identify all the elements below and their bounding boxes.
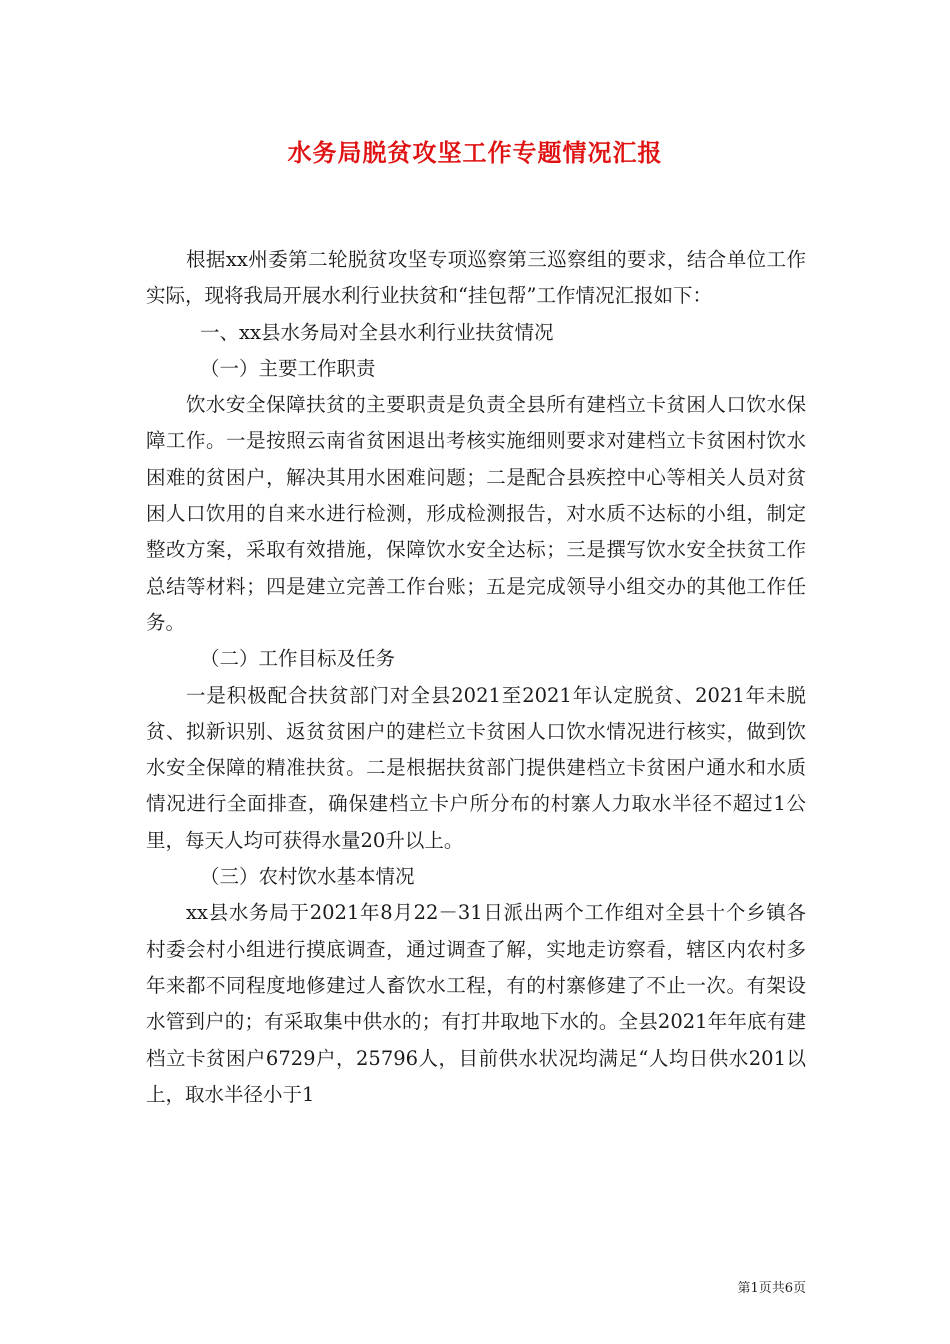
intro-paragraph: 根据xx州委第二轮脱贫攻坚专项巡察第三巡察组的要求，结合单位工作实际，现将我局开展水利行业扶贫和“挂包帮”工作情况汇报如下： [146, 248, 806, 308]
subsection-paragraph-3: xx县水务局于2021年8月22－31日派出两个工作组对全县十个乡镇各村委会村小组进行摸底调查，通过调查了解，实地走访察看，辖区内农村多年来都不同程度地修建过人畜饮水工程，有的村寨修建了不止一次。有架设水管到户的；有采取集中供水的；有打井取地下水的。全县2021年年底有建档立卡贫困户6729户，25796人，目前供水状况均满足“人均日供水201以上，取水半径小于1 [146, 901, 806, 1106]
subsection-paragraph-1: 饮水安全保障扶贫的主要职责是负责全县所有建档立卡贫困人口饮水保障工作。一是按照云南省贫困退出考核实施细则要求对建档立卡贫困村饮水困难的贫困户，解决其用水困难问题；二是配合县疾控中心等相关人员对贫困人口饮用的自来水进行检测，形成检测报告，对水质不达标的小组，制定整改方案，采取有效措施，保障饮水安全达标；三是撰写饮水安全扶贫工作总结等材料；四是建立完善工作台账；五是完成领导小组交办的其他工作任务。 [146, 393, 806, 634]
subsection-heading-1: （一）主要工作职责 [200, 356, 376, 380]
subsection-heading-3: （三）农村饮水基本情况 [200, 865, 415, 889]
page-number: 第1页共6页 [737, 1281, 806, 1296]
subsection-paragraph-2: 一是积极配合扶贫部门对全县2021至2021年认定脱贫、2021年未脱贫、拟新识别、返贫贫困户的建栏立卡贫困人口饮水情况进行核实，做到饮水安全保障的精准扶贫。二是根据扶贫部门提供建档立卡贫困户通水和水质情况进行全面排查，确保建档立卡户所分布的村寨人力取水半径不超过1公里，每天人均可获得水量20升以上。 [146, 683, 806, 852]
document-title: 水务局脱贫攻坚工作专题情况汇报 [287, 138, 663, 167]
subsection-heading-2: （二）工作目标及任务 [200, 647, 396, 671]
section-heading-1: 一、xx县水务局对全县水利行业扶贫情况 [200, 320, 554, 344]
document-body [146, 242, 806, 1113]
